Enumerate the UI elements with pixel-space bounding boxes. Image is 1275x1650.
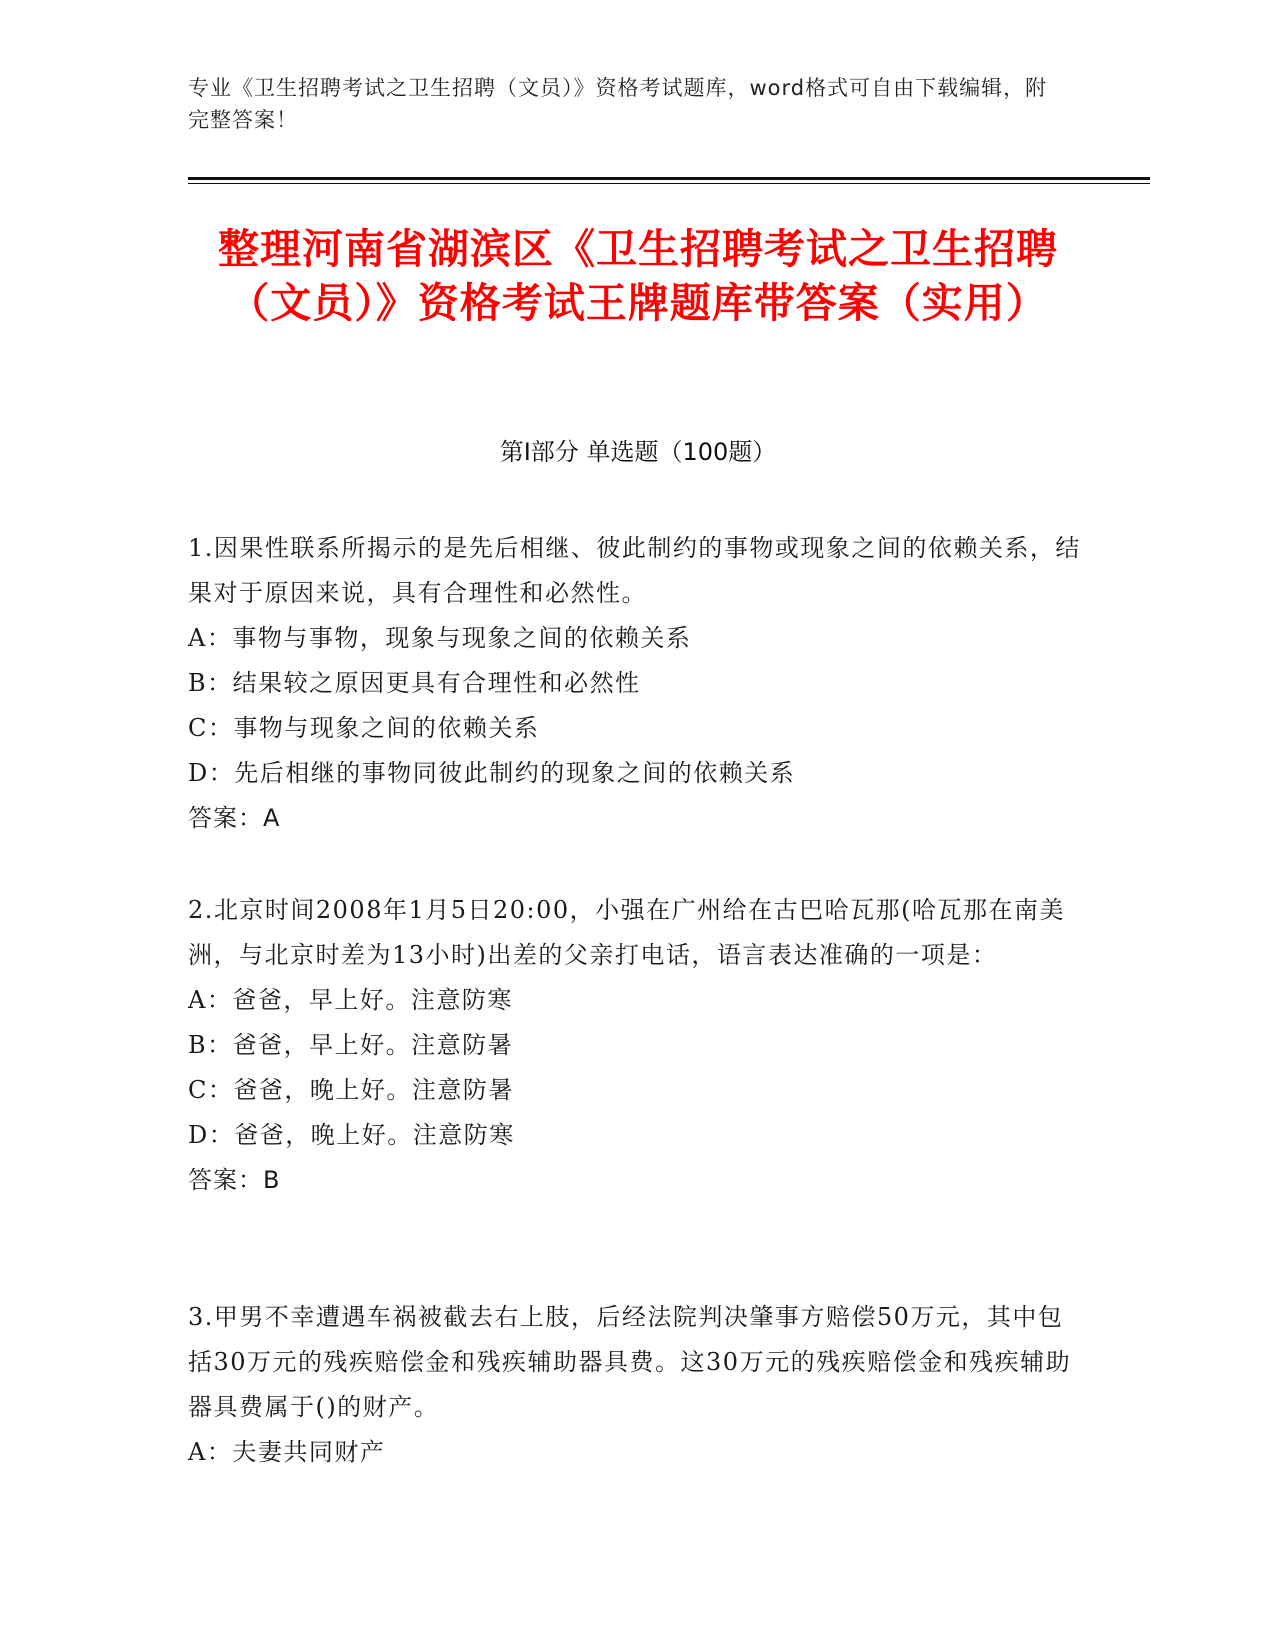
header-rule-thin — [188, 183, 1150, 184]
answer: 答案：B — [188, 1166, 281, 1194]
option-d: D：爸爸，晚上好。注意防寒 — [188, 1121, 515, 1149]
question-2 — [188, 888, 1088, 1203]
question-stem: 2.北京时间2008年1月5日20:00，小强在广州给在古巴哈瓦那(哈瓦那在南美洲，与北京时差为13小时)出差的父亲打电话，语言表达准确的一项是： — [188, 896, 1066, 969]
option-a: A：夫妻共同财产 — [188, 1438, 386, 1466]
option-d: D：先后相继的事物同彼此制约的现象之间的依赖关系 — [188, 759, 796, 787]
header-note: 专业《卫生招聘考试之卫生招聘（文员）》资格考试题库，word格式可自由下载编辑，附完整答案！ — [188, 76, 1048, 132]
option-c: C：爸爸，晚上好。注意防暑 — [188, 1076, 514, 1104]
option-b: B：结果较之原因更具有合理性和必然性 — [188, 669, 641, 697]
section-heading: 第Ⅰ部分 单选题（100题） — [499, 438, 777, 466]
option-b: B：爸爸，早上好。注意防暑 — [188, 1031, 514, 1059]
option-a: A：事物与事物，现象与现象之间的依赖关系 — [188, 624, 692, 652]
question-3 — [188, 1295, 1088, 1475]
answer: 答案：A — [188, 804, 281, 832]
document-title: 整理河南省湖滨区《卫生招聘考试之卫生招聘（文员）》资格考试王牌题库带答案（实用） — [218, 225, 1058, 327]
question-1 — [188, 526, 1088, 841]
option-a: A：爸爸，早上好。注意防寒 — [188, 986, 513, 1014]
question-stem: 3.甲男不幸遭遇车祸被截去右上肢，后经法院判决肇事方赔偿50万元，其中包括30万元的残疾赔偿金和残疾辅助器具费。这30万元的残疾赔偿金和残疾辅助器具费属于()的财产。 — [188, 1303, 1072, 1421]
option-c: C：事物与现象之间的依赖关系 — [188, 714, 540, 742]
header-rule-thick — [188, 177, 1150, 180]
question-stem: 1.因果性联系所揭示的是先后相继、彼此制约的事物或现象之间的依赖关系，结果对于原因来说，具有合理性和必然性。 — [188, 534, 1081, 607]
